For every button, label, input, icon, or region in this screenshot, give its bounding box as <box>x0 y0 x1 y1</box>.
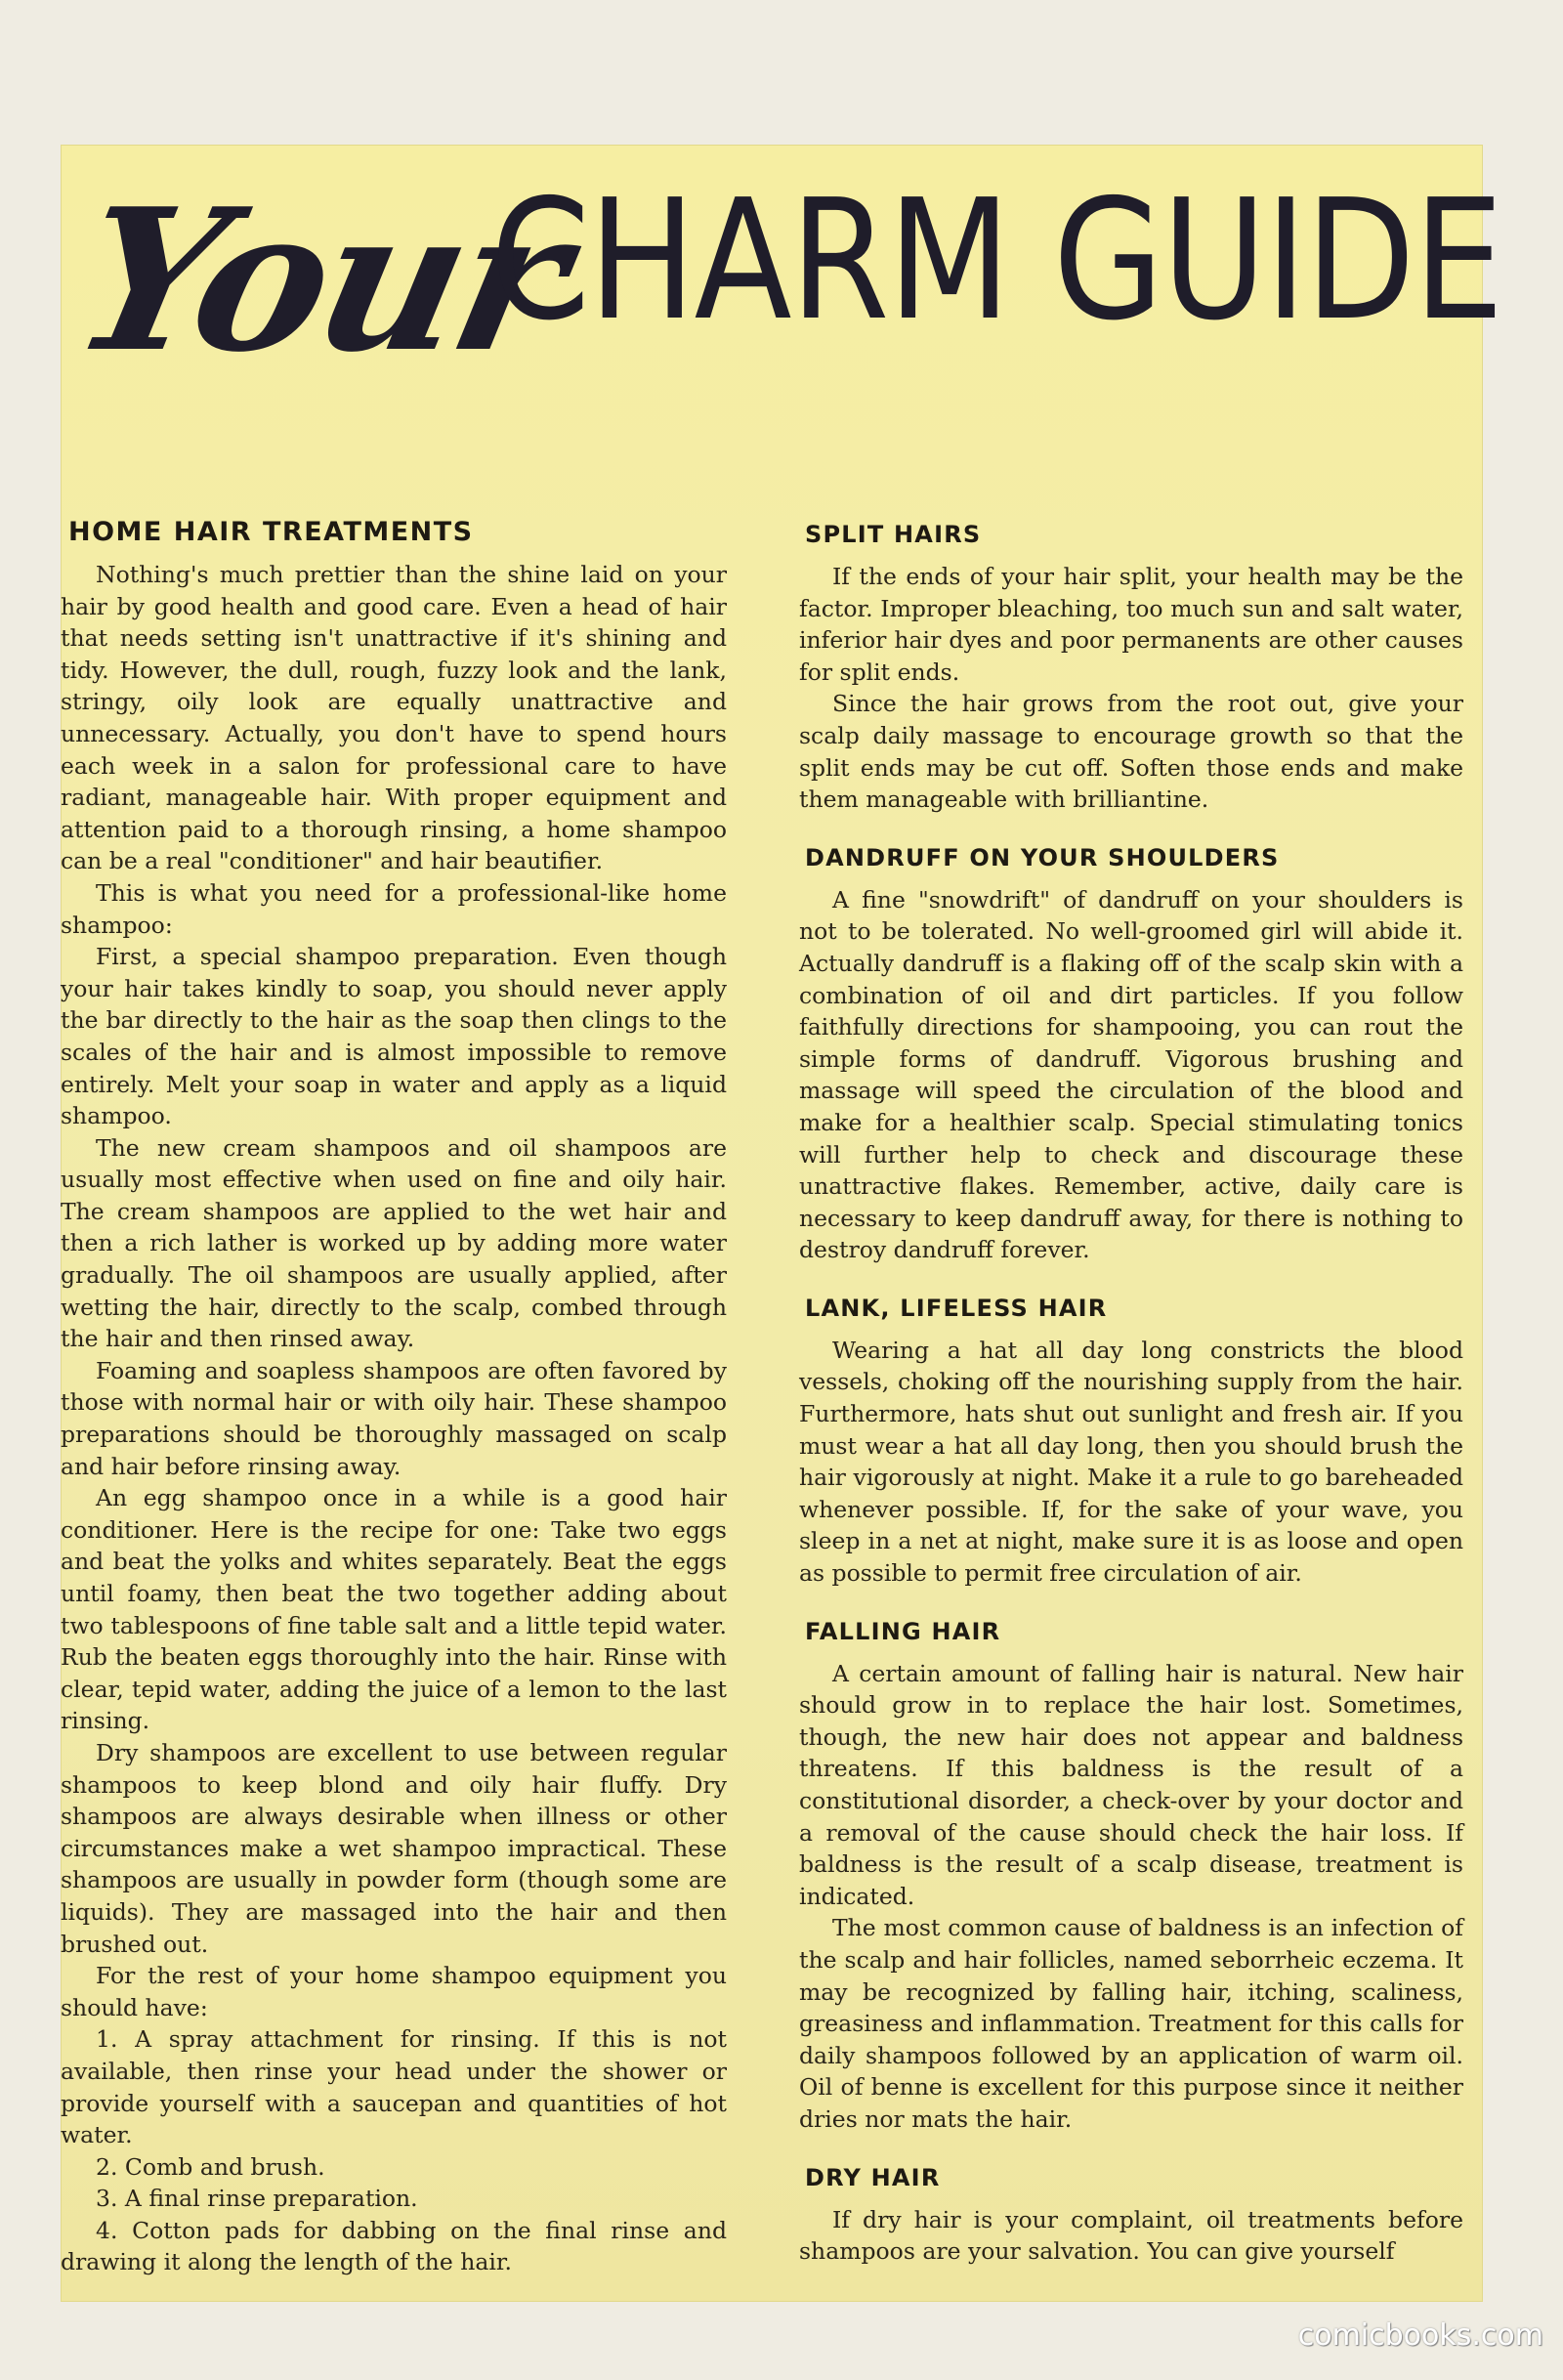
paragraph: Since the hair grows from the root out, give your scalp daily massage to encourage growth so that the split ends may be cut off. Soften those ends and make them manageable with brilliantine. <box>799 690 1463 814</box>
paragraph: Nothing's much prettier than the shine laid on your hair by good health and good care. Even a head of hair that needs setting isn't unattractive if it's shining and tidy. However, the dull, rough, fuzzy look and the lank, stringy, oily look are equally unattractive and unnecessary. Actually, you don't have to spend hours each week in a salon for professional care to have radiant, manageable hair. With proper equipment and attention paid to a thorough rinsing, a home shampoo can be a real "conditioner" and hair beautifier. <box>61 561 727 875</box>
paragraph: An egg shampoo once in a while is a good hair conditioner. Here is the recipe for one: Take two eggs and beat the yolks and whites separately. Beat the eggs until foamy, then beat the two together adding about two tablespoons of fine table salt and a little tepid water. Rub the beaten eggs thoroughly into the hair. Rinse with clear, tepid water, adding the juice of a lemon to the last rinsing. <box>61 1484 727 1735</box>
paragraph: This is what you need for a professional-like home shampoo: <box>61 878 727 939</box>
section-heading-home-hair-treatments: HOME HAIR TREATMENTS <box>68 517 474 547</box>
right-column <box>799 510 1463 2293</box>
list-item: 1. A spray attachment for rinsing. If this is not available, then rinse your head under the shower or provide yourself with a saucepan and quantities of hot water. <box>61 2025 727 2149</box>
section-heading: DANDRUFF ON YOUR SHOULDERS <box>805 843 1280 871</box>
list-item: 3. A final rinse preparation. <box>96 2185 418 2213</box>
paragraph: If the ends of your hair split, your health may be the factor. Improper bleaching, too much sun and salt water, inferior hair dyes and poor permanents are other causes for split ends. <box>799 563 1463 686</box>
paragraph: If dry hair is your complaint, oil treatments before shampoos are your salvation. You can give yourself <box>799 2205 1463 2266</box>
title-caps-words: CHARM GUIDE <box>490 164 1502 358</box>
watermark: comicbooks.com <box>1297 2318 1543 2353</box>
section-heading: FALLING HAIR <box>805 1617 1001 1645</box>
section-dandruff <box>799 841 1463 1266</box>
paragraph: For the rest of your home shampoo equipment you should have: <box>61 1962 727 2021</box>
paragraph: Dry shampoos are excellent to use between regular shampoos to keep blond and oily hair fluffy. Dry shampoos are always desirable when illness or other circumstances make a wet shampoo impractical. These shampoos are usually in powder form (though some are liquids). They are massaged into the hair and then brushed out. <box>61 1738 727 1958</box>
left-column-body <box>61 559 727 2278</box>
paragraph: The most common cause of baldness is an infection of the scalp and hair follicles, named seborrheic eczema. It may be recognized by falling hair, itching, scaliness, greasiness and inflammation. Treatment for this calls for daily shampoos followed by an application of warm oil. Oil of benne is excellent for this purpose since it neither dries nor mats the hair. <box>799 1914 1463 2133</box>
list-item: 2. Comb and brush. <box>96 2152 325 2181</box>
section-heading: DRY HAIR <box>805 2163 941 2191</box>
paragraph: The new cream shampoos and oil shampoos are usually most effective when used on fine and oily hair. The cream shampoos are applied to the wet hair and then a rich lather is worked up by adding more water gradually. The oil shampoos are usually applied, after wetting the hair, directly to the scalp, combed through the hair and then rinsed away. <box>61 1133 727 1353</box>
section-lank-lifeless-hair <box>799 1292 1463 1590</box>
section-dry-hair <box>799 2161 1463 2268</box>
section-heading: SPLIT HAIRS <box>805 521 982 548</box>
paragraph: A certain amount of falling hair is natural. New hair should grow in to replace the hair lost. Sometimes, though, the new hair does not appear and baldness threatens. If this baldness is the result of a constitutional disorder, a check-over by your doctor and a removal of the cause should check the hair loss. If baldness is the result of a scalp disease, treatment is indicated. <box>799 1659 1463 1910</box>
section-heading: LANK, LIFELESS HAIR <box>805 1294 1108 1322</box>
list-item: 4. Cotton pads for dabbing on the final rinse and drawing it along the length of the hair. <box>61 2216 727 2276</box>
paragraph: Wearing a hat all day long constricts the blood vessels, choking off the nourishing supply from the hair. Furthermore, hats shut out sunlight and fresh air. If you must wear a hat all day long, then you should brush the hair vigorously at night. Make it a rule to go bareheaded whenever possible. If, for the sake of your wave, you sleep in a net at night, make sure it is as loose and open as possible to permit free circulation of air. <box>799 1336 1463 1588</box>
section-split-hairs <box>799 518 1463 816</box>
section-falling-hair <box>799 1615 1463 2136</box>
paragraph: Foaming and soapless shampoos are often favored by those with normal hair or with oily hair. These shampoo preparations should be thoroughly massaged on scalp and hair before rinsing away. <box>61 1356 727 1480</box>
left-column <box>61 510 727 2278</box>
paragraph: A fine "snowdrift" of dandruff on your shoulders is not to be tolerated. No well-groomed girl will abide it. Actually dandruff is a flaking off of the scalp skin with a combination of oil and dirt particles. If you follow faithfully directions for shampooing, you can rout the simple forms of dandruff. Vigorous brushing and massage will speed the circulation of the blood and make for a healthier scalp. Special stimulating tonics will further help to check and discourage these unattractive flakes. Remember, active, daily care is necessary to keep dandruff away, for there is nothing to destroy dandruff forever. <box>799 885 1463 1264</box>
paragraph: First, a special shampoo preparation. Even though your hair takes kindly to soap, you should never apply the bar directly to the hair as the soap then clings to the scales of the hair and is almost impossible to remove entirely. Melt your soap in water and apply as a liquid shampoo. <box>61 943 727 1130</box>
title-script-word: Your <box>58 166 581 396</box>
page-title <box>58 158 1502 471</box>
